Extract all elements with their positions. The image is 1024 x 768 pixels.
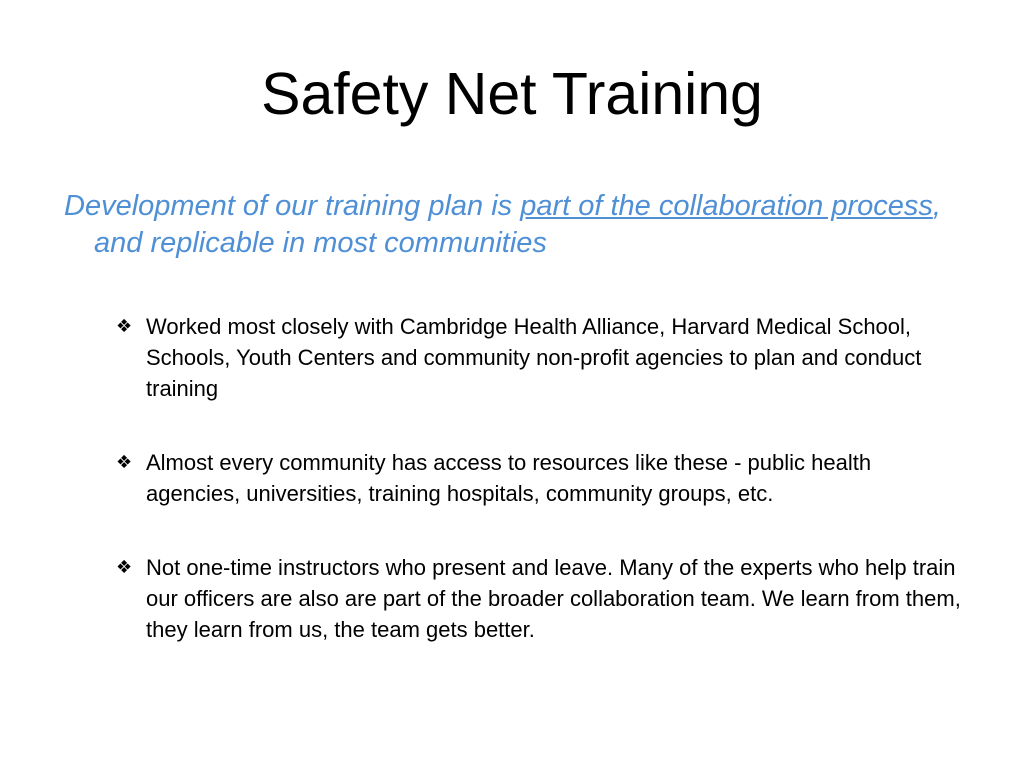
bullet-item — [116, 552, 966, 645]
bullet-text: Almost every community has access to resources like these - public health agencies, universities, training hospitals, community groups, etc. — [146, 450, 872, 506]
lead-text-after: , and replicable in most communities — [94, 190, 941, 259]
bullet-list — [116, 311, 966, 645]
slide-title: Safety Net Training — [261, 61, 763, 127]
bullet-item — [116, 311, 966, 404]
bullet-text: Not one-time instructors who present and leave. Many of the experts who help train our officers are also are part of the broader collaboration team. We learn from them, they learn from us, the team gets better. — [146, 555, 961, 642]
four-diamond-bullet-icon: ❖ — [116, 316, 133, 337]
four-diamond-bullet-icon: ❖ — [116, 557, 133, 578]
lead-underlined-phrase: part of the collaboration process — [520, 190, 933, 222]
four-diamond-bullet-icon: ❖ — [116, 452, 133, 473]
bullet-item — [116, 447, 966, 509]
lead-paragraph — [64, 188, 974, 262]
lead-text-before: Development of our training plan is — [64, 190, 521, 222]
bullet-text: Worked most closely with Cambridge Health Alliance, Harvard Medical School, Schools, Youth Centers and community non-profit agencies to plan and conduct training — [146, 314, 922, 401]
